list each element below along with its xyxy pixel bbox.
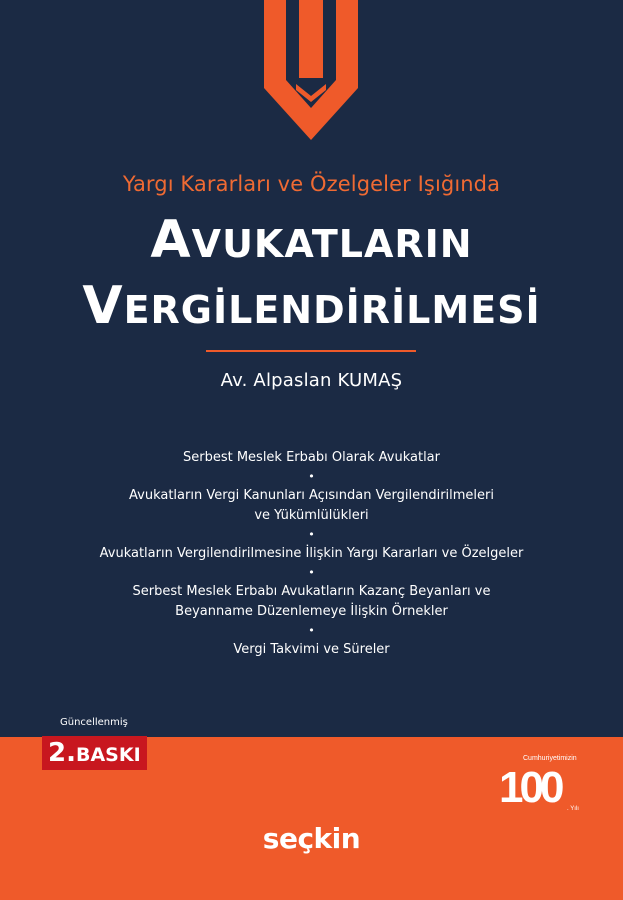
book-title-line-2 <box>0 276 623 336</box>
topic-5 <box>0 640 623 660</box>
author-name: Av. Alpaslan KUMAŞ <box>220 370 403 391</box>
topic-1 <box>0 448 623 468</box>
publisher-logo: seçkin <box>262 822 361 855</box>
topic-line: Avukatların Vergi Kanunları Açısından Vergilendirilmeleri <box>129 488 494 503</box>
cover-subtitle: Yargı Kararları ve Özelgeler Işığında <box>122 172 501 196</box>
title-divider <box>206 350 416 352</box>
bullet-icon: • <box>308 470 315 483</box>
centennial-100-logo-icon <box>495 750 590 814</box>
title-line-1-rest: VUKATLARIN <box>191 222 473 266</box>
topic-4 <box>0 582 623 622</box>
topic-line: Vergi Takvimi ve Süreler <box>233 642 390 657</box>
topic-line: Avukatların Vergilendirilmesine İlişkin Yargı Kararları ve Özelgeler <box>99 546 524 561</box>
book-title-line-1 <box>0 210 623 270</box>
bullet-icon: • <box>308 624 315 637</box>
centennial-suffix: . Yılı <box>567 806 579 812</box>
pen-nib-logo-icon <box>256 0 366 145</box>
edition-word: BASKI <box>75 744 141 766</box>
title-line-2-initial: V <box>82 276 124 336</box>
bullet-icon: • <box>308 528 315 541</box>
topic-line: Beyanname Düzenlemeye İlişkin Örnekler <box>175 604 448 619</box>
title-line-2-rest: ERGİLENDİRİLMESİ <box>123 288 541 332</box>
topic-3 <box>0 544 623 564</box>
topic-line: ve Yükümlülükleri <box>254 508 369 523</box>
bullet-icon: • <box>308 566 315 579</box>
title-line-1-initial: A <box>150 210 192 270</box>
centennial-top-text: Cumhuriyetimizin <box>523 755 577 762</box>
edition-badge <box>42 736 147 770</box>
topic-line: Serbest Meslek Erbabı Avukatların Kazanç Beyanları ve <box>132 584 491 599</box>
edition-number: 2. <box>48 738 76 768</box>
topics-list <box>0 448 623 660</box>
edition-note: Güncellenmiş <box>60 717 128 728</box>
centennial-number: 100 <box>499 763 561 812</box>
topic-line: Serbest Meslek Erbabı Olarak Avukatlar <box>182 450 440 465</box>
topic-2 <box>0 486 623 526</box>
